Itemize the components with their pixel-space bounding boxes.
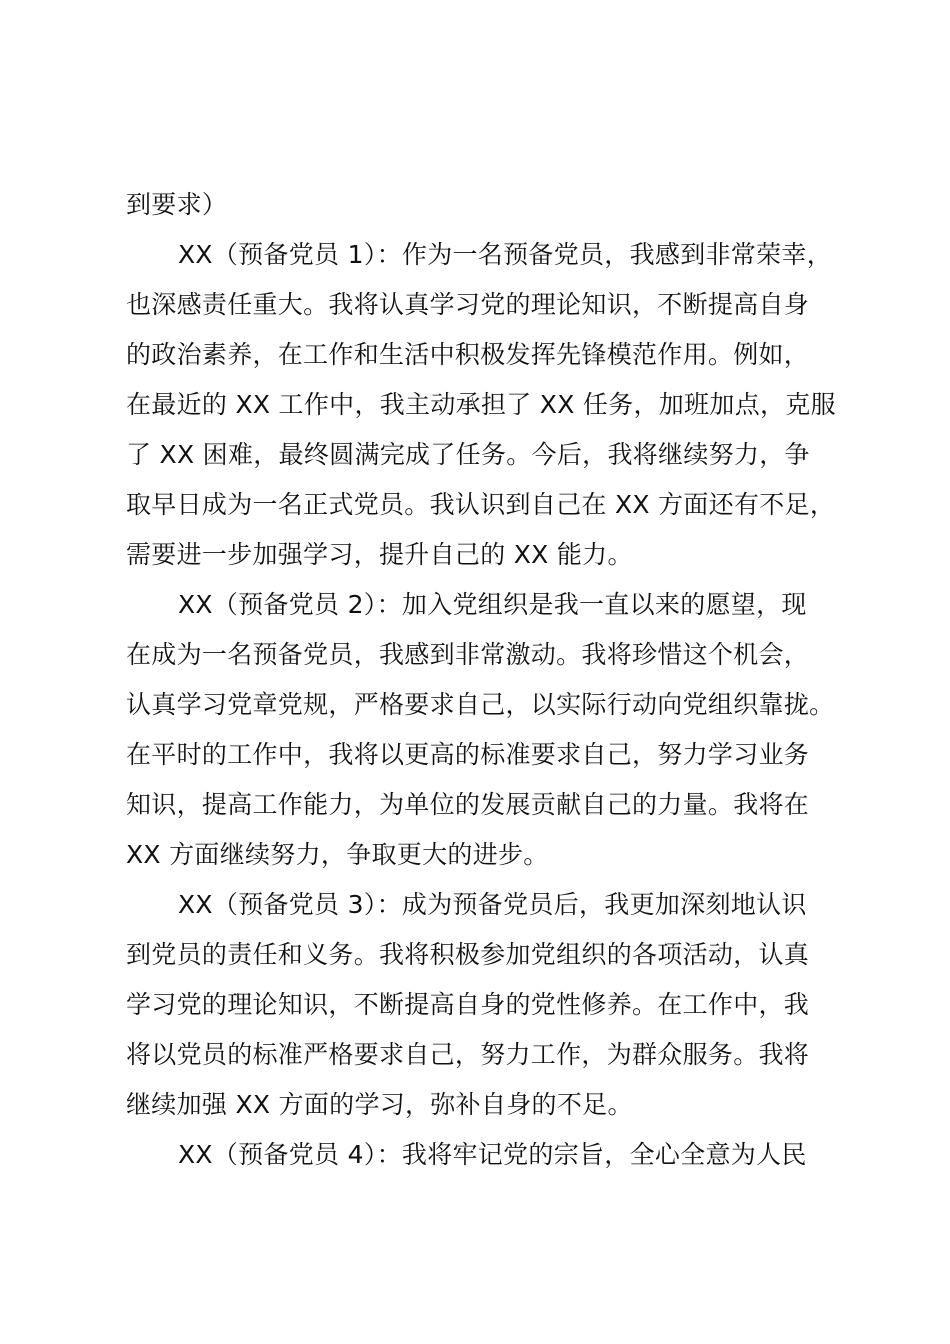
text-line: 继续加强 XX 方面的学习，弥补自身的不足。 (126, 1090, 633, 1119)
paragraph-member-1-first-line: XX（预备党员 1）：作为一名预备党员，我感到非常荣幸， (178, 240, 833, 269)
text-line: 认真学习党章党规，严格要求自己，以实际行动向党组织靠拢。 (126, 690, 835, 719)
text-line: 了 XX 困难，最终圆满完成了任务。今后，我将继续努力，争 (126, 440, 810, 469)
text-line: 将以党员的标准严格要求自己，努力工作，为群众服务。我将 (126, 1040, 810, 1069)
text-line: 需要进一步加强学习，提升自己的 XX 能力。 (126, 540, 633, 569)
text-line: 在最近的 XX 工作中，我主动承担了 XX 任务，加班加点，克服 (126, 390, 836, 419)
text-line: 到要求） (126, 190, 228, 219)
paragraph-member-2-first-line: XX（预备党员 2）：加入党组织是我一直以来的愿望，现 (178, 590, 807, 619)
text-line: 知识，提高工作能力，为单位的发展贡献自己的力量。我将在 (126, 790, 810, 819)
paragraph-member-3-first-line: XX（预备党员 3）：成为预备党员后，我更加深刻地认识 (178, 890, 807, 919)
paragraph-member-4-first-line: XX（预备党员 4）：我将牢记党的宗旨，全心全意为人民 (178, 1140, 807, 1169)
text-line: 在平时的工作中，我将以更高的标准要求自己，努力学习业务 (126, 740, 810, 769)
text-line: 取早日成为一名正式党员。我认识到自己在 XX 方面还有不足， (126, 490, 836, 519)
text-line: 学习党的理论知识，不断提高自身的党性修养。在工作中，我 (126, 990, 810, 1019)
text-line: XX 方面继续努力，争取更大的进步。 (126, 840, 549, 869)
text-line: 到党员的责任和义务。我将积极参加党组织的各项活动，认真 (126, 940, 810, 969)
text-line: 在成为一名预备党员，我感到非常激动。我将珍惜这个机会， (126, 640, 810, 669)
text-line: 也深感责任重大。我将认真学习党的理论知识，不断提高自身 (126, 290, 810, 319)
text-line: 的政治素养，在工作和生活中积极发挥先锋模范作用。例如， (126, 340, 810, 369)
